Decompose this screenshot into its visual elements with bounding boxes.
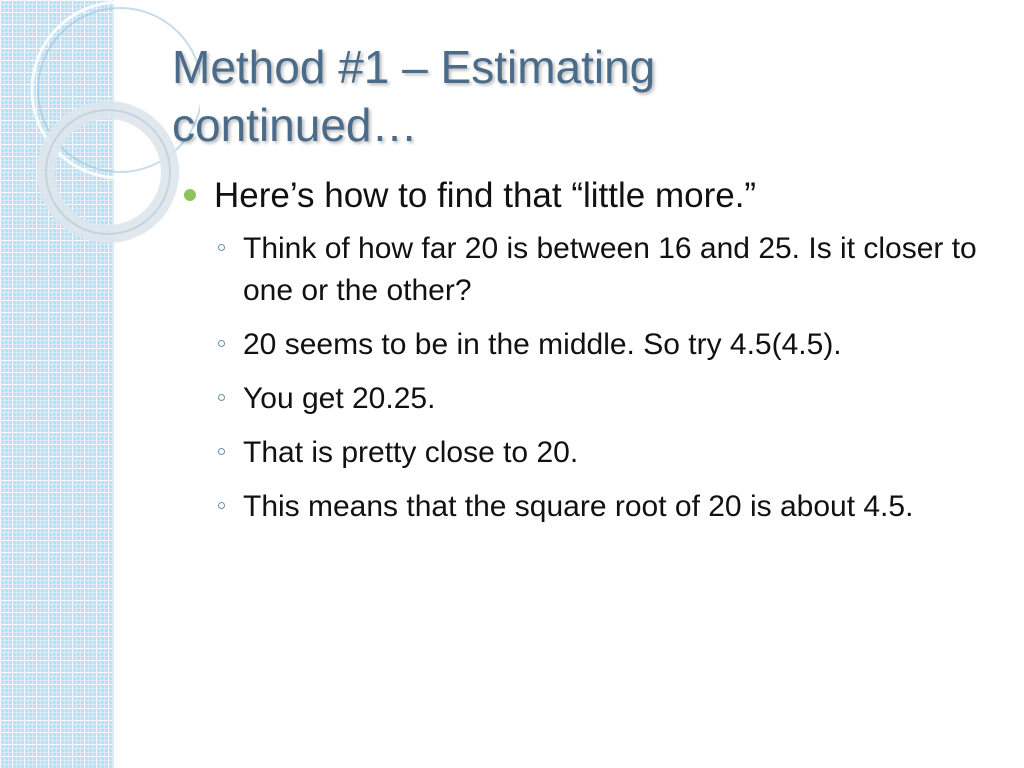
sub-bullet-text: You get 20.25. <box>243 382 436 415</box>
ring-bullet-icon <box>218 448 225 455</box>
sub-bullet-item <box>214 432 978 474</box>
sub-bullet-item <box>214 228 978 312</box>
sub-bullet-text: Think of how far 20 is between 16 and 25. Is it closer to one or the other? <box>243 232 977 307</box>
ring-bullet-icon <box>218 394 225 401</box>
sub-bullet-text: This means that the square root of 20 is about 4.5. <box>243 490 914 523</box>
sub-bullet-text: That is pretty close to 20. <box>243 436 579 469</box>
ring-bullet-icon <box>218 340 225 347</box>
ring-bullet-icon <box>218 502 225 509</box>
decorative-rings <box>0 0 200 280</box>
green-dot-bullet-icon <box>184 189 196 201</box>
sub-bullet-item <box>214 324 978 366</box>
main-bullet-text: Here’s how to find that “little more.” <box>214 176 757 215</box>
title-line-1: Method #1 – Estimating <box>172 41 656 93</box>
slide-title <box>172 38 972 154</box>
slide-body <box>184 172 984 540</box>
ring-bullet-icon <box>218 244 225 251</box>
main-bullet-item <box>184 172 984 220</box>
sub-bullet-item <box>214 486 978 528</box>
title-line-2: continued… <box>172 99 418 151</box>
sub-bullet-item <box>214 378 978 420</box>
sub-bullet-text: 20 seems to be in the middle. So try 4.5(4.5). <box>243 328 842 361</box>
